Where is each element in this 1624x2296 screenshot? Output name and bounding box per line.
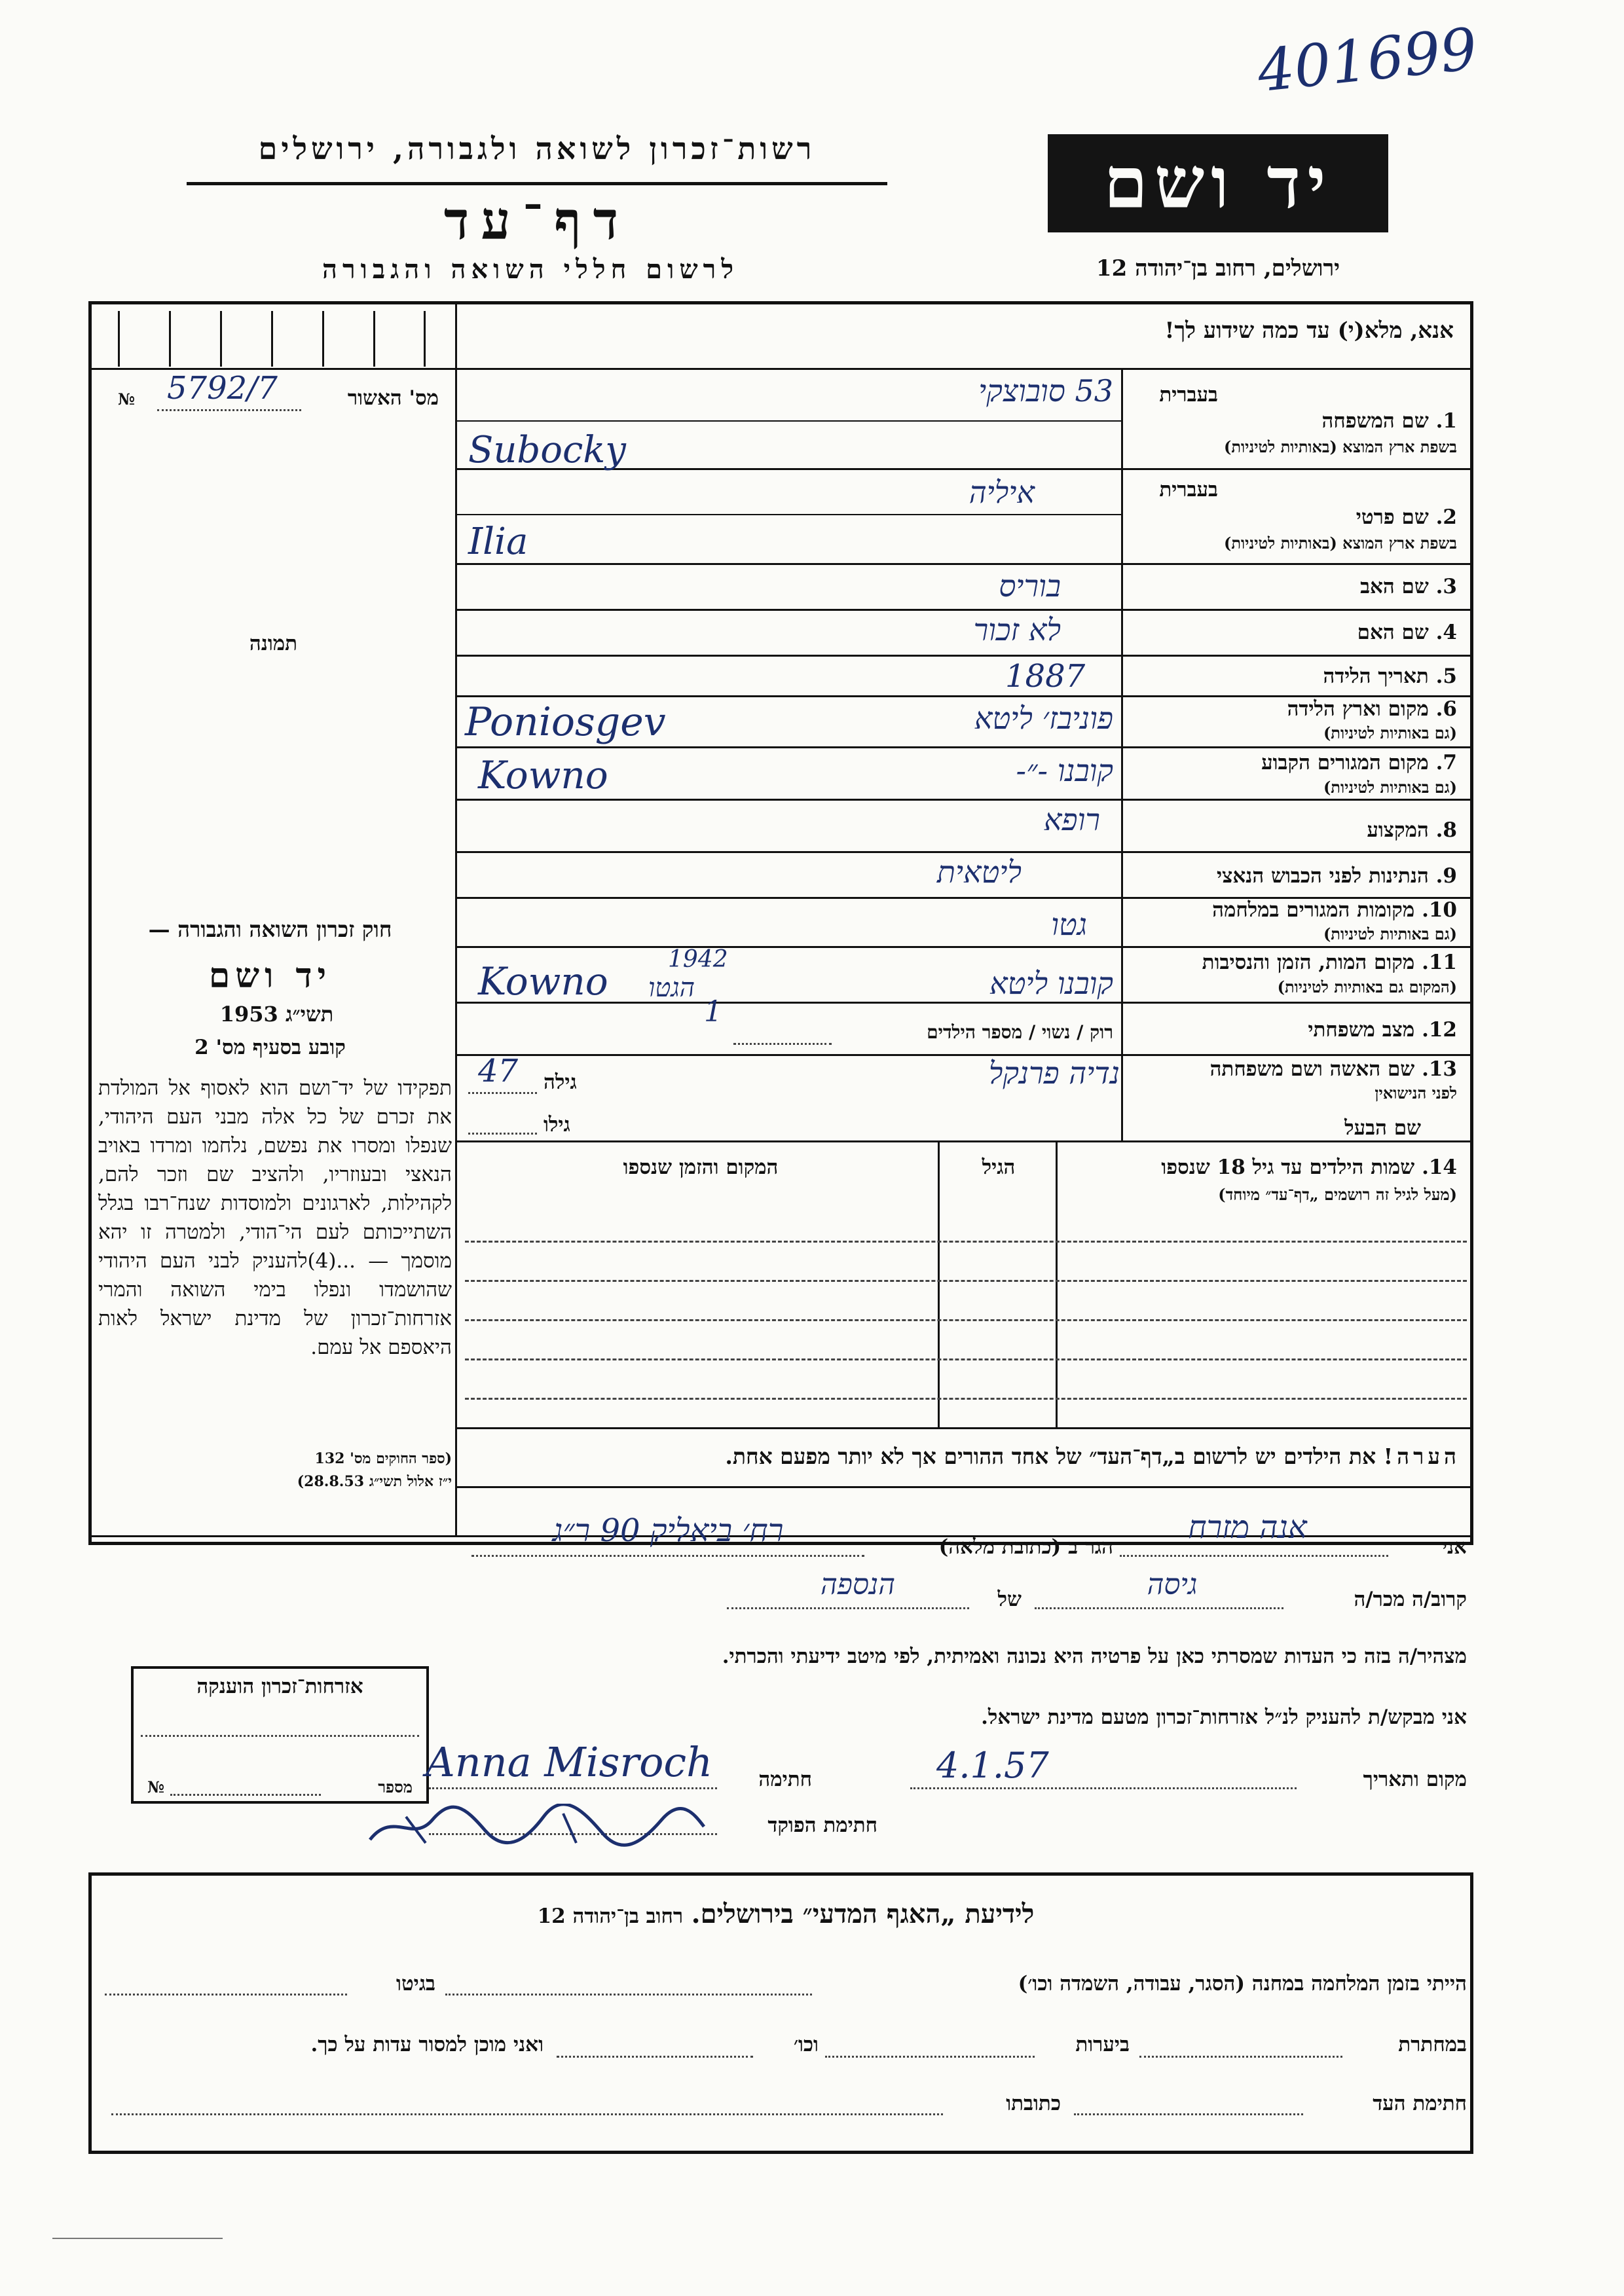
declaration-statement: מצהיר/ה בזה כי העדות שמסרתי כאן על פרטיה היא נכונה ואמיתית, לפי מיטב ידיעתי והכרתי.: [722, 1645, 1467, 1668]
law-clause: קובע בסעיף מס' 2: [194, 1036, 346, 1059]
field-12-title: מצב משפחתי: [1308, 1018, 1415, 1042]
photo-label: תמונה: [249, 632, 298, 655]
left-column-divider: [455, 301, 457, 1535]
law-year: [92, 1002, 449, 1027]
field-1-number: 1.: [1435, 409, 1457, 433]
citizenship-box-number-label: מספר: [378, 1777, 413, 1796]
field-2-sub: בשפת ארץ המוצא (באותיות לטיניות): [1224, 534, 1457, 553]
bottom-address: רחוב בן־יהודה 12: [537, 1904, 684, 1928]
field-11-value-hebrew: קובנו ליטא: [989, 966, 1113, 1001]
field-5-number: 5.: [1435, 665, 1457, 688]
form-subtitle: לרשום חללי השואה והגבורה: [322, 254, 739, 285]
field-14-col-place: המקום והזמן שנספו: [623, 1156, 779, 1179]
field-6-sub: (גם באותיות לטיניות): [1323, 723, 1457, 742]
approval-label: מס' האשור: [347, 386, 439, 410]
declaration-resides-value: רח׳ ביאליק 90 ר״ג: [552, 1512, 784, 1549]
field-11-value-latin: Kowno: [478, 959, 608, 1004]
place-date-label: מקום ותאריך: [1363, 1768, 1467, 1791]
bottom-ghetto: בגיטו: [396, 1972, 435, 1995]
official-signature-scribble: [367, 1804, 707, 1850]
field-1-sub: בשפת ארץ המוצא (באותיות לטיניות): [1224, 437, 1457, 456]
field-1-value-latin: Subocky: [468, 429, 626, 471]
note-prefix: הערה!: [1383, 1444, 1460, 1469]
field-1-label: [1126, 409, 1457, 433]
field-7-number: 7.: [1435, 751, 1457, 774]
field-7-sub: (גם באותיות לטיניות): [1323, 778, 1457, 797]
field-13-label: [1126, 1057, 1457, 1081]
bottom-address-label: כתובתו: [1006, 2092, 1061, 2115]
field-2-hebrew-tag: בעברית: [1159, 478, 1218, 501]
field-14-col-age: הגיל: [982, 1156, 1016, 1179]
header-rule: [187, 182, 887, 185]
field-8-label: [1126, 818, 1457, 842]
field-2-value-hebrew: איליה: [969, 475, 1035, 510]
field-10-sub: (גם באותיות לטיניות): [1323, 924, 1457, 943]
archive-stamp-number: 401699: [1254, 14, 1481, 105]
declaration-of-label: של: [997, 1588, 1022, 1611]
field-5-title: תאריך הלידה: [1323, 665, 1429, 688]
bottom-forests: ביערות: [1075, 2033, 1130, 2056]
field-11-value-date: 1942: [668, 946, 728, 973]
field-14-title: שמות הילדים עד גיל 18 שנספו: [1161, 1156, 1415, 1179]
field-14-label: [1061, 1156, 1457, 1179]
field-2-value-latin: Ilia: [468, 520, 528, 563]
bottom-ready: ואני מוכן למסור עדות על כך.: [310, 2033, 544, 2056]
official-signature-label: חתימת הפוקד: [767, 1813, 877, 1837]
law-source: (ספר החוקים מס' 132: [314, 1450, 452, 1467]
field-11-label: [1126, 951, 1457, 974]
declaration-resides-label: הגר ב (כתובת מלאה): [938, 1535, 1113, 1559]
field-13-age-label: גילה: [544, 1070, 577, 1094]
declaration-i-value: אנה מזרח: [1188, 1509, 1307, 1546]
husband-label: שם הבעל: [1344, 1116, 1421, 1140]
law-title: חוק זכרון השואה והגבורה —: [148, 917, 392, 942]
yad-vashem-logo: יד ושם: [1048, 134, 1388, 232]
field-4-value: לא זכור: [973, 612, 1061, 647]
bottom-line-1: הייתי בזמן המלחמה במחנה (הסגר, עבודה, השמדה וכו׳): [1018, 1972, 1467, 1995]
note-row: [471, 1444, 1460, 1470]
field-3-number: 3.: [1435, 575, 1457, 598]
husband-age-label: גילו: [544, 1113, 570, 1137]
form-title: דף־עד: [443, 190, 631, 251]
field-6-title: מקום וארץ הלידה: [1287, 697, 1429, 721]
law-source-date: י״ז אלול תשי״ג 28.8.53): [297, 1473, 452, 1490]
instruction-text: אנא, מלא(י) עד כמה שידוע לך!: [1164, 318, 1454, 344]
bottom-underground: במחתרת: [1398, 2033, 1467, 2056]
declaration-relative-value: גיסה: [1147, 1568, 1198, 1601]
bottom-title-row: [393, 1899, 1179, 1929]
field-9-label: [1126, 864, 1457, 888]
field-12-number: 12.: [1422, 1018, 1457, 1042]
field-9-title: הנתינות לפני הכבוש הנאצי: [1217, 864, 1429, 888]
field-11-value-note: הגטו: [648, 973, 695, 1003]
field-7-value-latin: Kowno: [478, 753, 608, 797]
field-13-age-value: 47: [478, 1053, 519, 1089]
field-7-value-hebrew: קובנו -״-: [1016, 753, 1113, 788]
declaration-request: אני מבקש/ת להעניק לנ״ל אזרחות־זכרון מטעם מדינת ישראל.: [981, 1705, 1467, 1729]
field-2-title: שם פרטי: [1356, 505, 1429, 529]
law-text: תפקידו של יד־ושם הוא לאסוף אל המולדת את זכרם של כל אלה מבני העם היהודי, שנפלו ומסרו את נפשם, נלחמו ומרדו באויב הנאצי ובעוזריו, ולהציב שם וזכר להם, לקהילות, לארגונים ולמוסדות שנח־רבו בגלל השתייכותם לעם הי־הודי, ולמטרה זו יהא מוסמך — ...(4)להעניק לבני העם היהודי שהושמדו ונפלו בימי השואה והמרי אזרחות־זכרון של מדינת ישראל לאות היאספם אל עמם.: [98, 1076, 452, 1359]
address: ירושלים, רחוב בן־יהודה 12: [1096, 255, 1340, 282]
law-year-number: 1953: [219, 1002, 278, 1027]
field-5-value: 1887: [1005, 658, 1086, 695]
signature-value: Anna Misroch: [426, 1738, 713, 1786]
field-1-title: שם המשפחה: [1321, 409, 1429, 433]
field-3-label: [1126, 575, 1457, 598]
note-text: את הילדים יש לרשום ב„דף־העד״ של אחד ההורים אך לא יותר מפעם אחת.: [725, 1444, 1376, 1469]
field-13-number: 13.: [1422, 1057, 1457, 1081]
field-9-number: 9.: [1435, 864, 1457, 888]
field-6-label: [1126, 697, 1457, 721]
field-14-sub: (מעל לגיל זה רושמים „דף־עד״ מיוחד): [1218, 1185, 1457, 1204]
field-4-label: [1126, 621, 1457, 644]
field-5-label: [1126, 665, 1457, 688]
field-6-number: 6.: [1435, 697, 1457, 721]
field-10-label: [1126, 898, 1457, 922]
field-7-label: [1126, 751, 1457, 774]
law-year-hebrew: תשי״ג: [285, 1002, 334, 1027]
field-4-title: שם האם: [1357, 621, 1429, 644]
declaration-of-value: הנספה: [821, 1568, 895, 1601]
place-date-value: 4.1.57: [936, 1745, 1049, 1786]
field-8-title: המקצוע: [1367, 818, 1429, 842]
field-11-title: מקום המות, הזמן והנסיבות: [1202, 951, 1415, 974]
field-10-title: מקומות המגורים במלחמה: [1212, 898, 1415, 922]
field-10-number: 10.: [1422, 898, 1457, 922]
field-3-value: בוריס: [999, 568, 1061, 604]
field-7-title: מקום המגורים הקבוע: [1261, 751, 1429, 774]
field-2-number: 2.: [1435, 505, 1457, 529]
field-11-sub: (המקום גם באותיות לטיניות): [1277, 977, 1457, 996]
field-10-value: גטו: [1051, 907, 1087, 942]
field-9-value: ליטאית: [936, 854, 1022, 890]
field-12-children-count: 1: [704, 995, 722, 1029]
organization-title: רשות־זכרון לשואה ולגבורה, ירושלים: [258, 131, 816, 166]
field-14-number: 14.: [1422, 1156, 1457, 1179]
field-13-sub: לפני הנישואין: [1375, 1084, 1457, 1102]
field-12-options: רוק / נשוי / מספר הילדים: [927, 1021, 1113, 1043]
field-8-number: 8.: [1435, 818, 1457, 842]
approval-no-sign: №: [118, 390, 136, 409]
field-1-hebrew-tag: בעברית: [1159, 383, 1218, 407]
bottom-etc: וכו׳: [793, 2033, 819, 2056]
approval-number-value: 5792/7: [167, 370, 278, 407]
citizenship-box-no-sign: №: [147, 1777, 165, 1796]
approval-boxes: [118, 311, 426, 367]
bottom-title: לידיעת „האגף המדעי״ בירושלים.: [691, 1899, 1035, 1929]
signature-label: חתימה: [758, 1768, 812, 1791]
bottom-witness-signature: חתימת העד: [1373, 2092, 1467, 2115]
field-6-value-latin: Poniosgev: [465, 699, 666, 745]
field-1-value-hebrew: 53 סובוצקי: [978, 373, 1113, 409]
field-13-value: נדיה פרנקל: [988, 1055, 1120, 1091]
citizenship-box-title: אזרחות־זכרון הוענקה: [196, 1675, 363, 1698]
scan-edge-mark: [52, 2238, 223, 2239]
field-11-number: 11.: [1422, 951, 1457, 974]
field-13-title: שם האשה ושם משפחתה: [1209, 1057, 1415, 1081]
field-6-value-hebrew: פוניבז׳ ליטא: [974, 701, 1113, 736]
field-3-title: שם האב: [1360, 575, 1429, 598]
law-name: יד ושם: [208, 956, 332, 996]
declaration-i-label: אני: [1441, 1535, 1467, 1559]
declaration-relative-label: קרוב/ה מכר/ה: [1354, 1588, 1467, 1611]
field-2-label: [1126, 505, 1457, 529]
field-8-value: רופא: [1043, 802, 1100, 837]
field-12-label: [1126, 1018, 1457, 1042]
field-4-number: 4.: [1435, 621, 1457, 644]
